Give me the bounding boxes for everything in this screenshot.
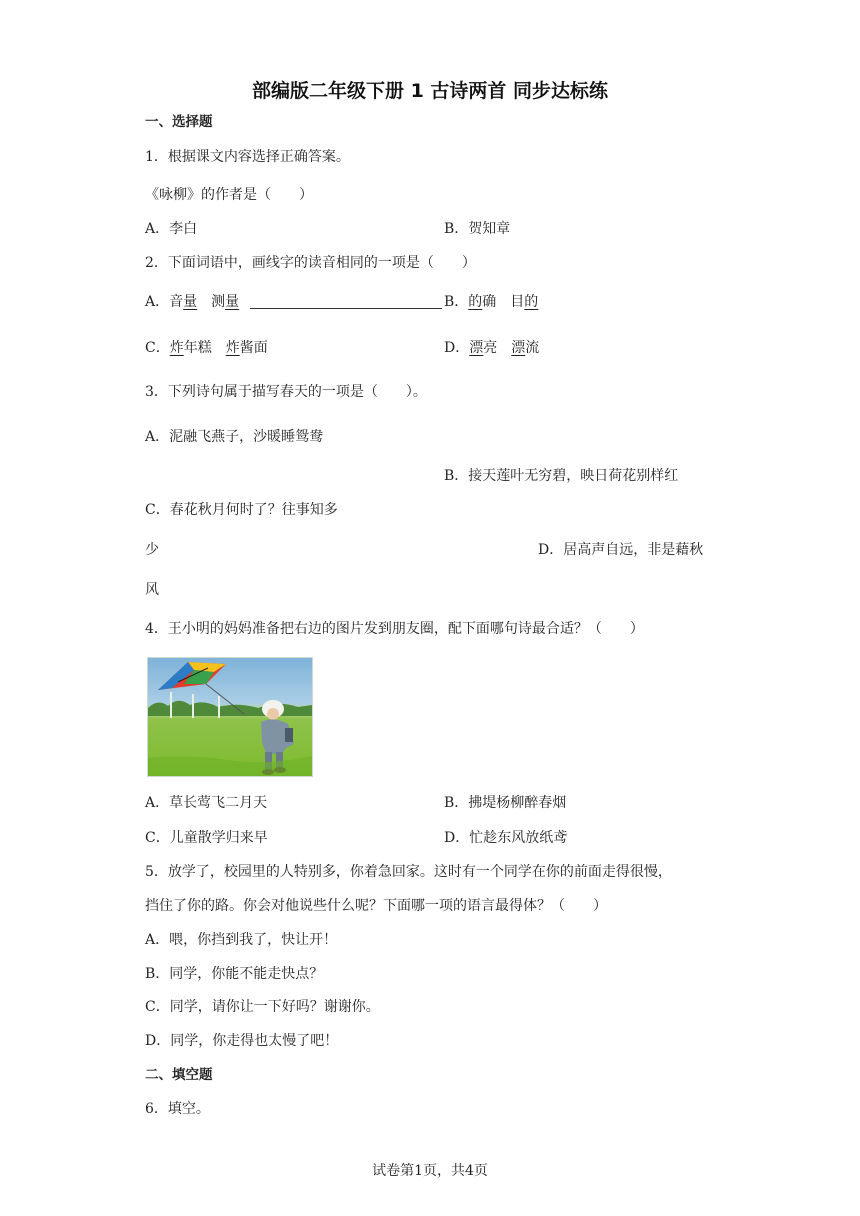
underlined-char: 的 (524, 294, 539, 310)
kite-photo-illustration (148, 658, 312, 776)
q5-stem-line2: 挡住了你的路。你会对他说些什么呢？下面哪一项的语言最得体？（ ） (145, 898, 607, 914)
underlined-char: 漂 (511, 340, 526, 356)
underlined-char: 炸 (225, 340, 240, 356)
underlined-char: 量 (225, 294, 240, 310)
q5-option-a[interactable]: A．喂，你挡到我了，快让开！ (145, 932, 338, 948)
page-footer: 试卷第1页，共4页 (372, 1163, 488, 1179)
underlined-char: 漂 (469, 340, 484, 356)
q6-stem: 6．填空。 (145, 1101, 210, 1117)
q5-option-c[interactable]: C．同学，请你让一下好吗？谢谢你。 (145, 999, 380, 1015)
section-fill: 二、填空题 (145, 1067, 213, 1083)
q3-option-c-line1[interactable]: C．春花秋月何时了？往事知多 (145, 502, 338, 518)
q1-option-b[interactable]: B．贺知章 (444, 221, 511, 237)
q3-stem: 3．下列诗句属于描写春天的一项是（ ）。 (145, 384, 427, 400)
q4-option-b[interactable]: B．拂堤杨柳醉春烟 (444, 795, 567, 811)
q2-option-b[interactable]: B．的确 目的 (444, 294, 539, 310)
q4-option-c[interactable]: C．儿童散学归来早 (145, 830, 268, 846)
q4-stem: 4．王小明的妈妈准备把右边的图片发到朋友圈，配下面哪句诗最合适？（ ） (145, 621, 644, 637)
blank-line (250, 308, 442, 309)
underlined-char: 炸 (169, 340, 184, 356)
q2-stem: 2．下面词语中，画线字的读音相同的一项是（ ） (145, 255, 476, 271)
q1-stem: 1．根据课文内容选择正确答案。 (145, 149, 350, 165)
q1-sub: 《咏柳》的作者是（ ） (145, 187, 313, 203)
kite-boy-photo (147, 657, 313, 777)
q2-option-d[interactable]: D．漂亮 漂流 (444, 340, 540, 356)
section-choice: 一、选择题 (145, 114, 213, 130)
underlined-char: 的 (468, 294, 483, 310)
q5-option-d[interactable]: D．同学，你走得也太慢了吧！ (145, 1033, 339, 1049)
page-title: 部编版二年级下册 1 古诗两首 同步达标练 (251, 80, 609, 102)
q3-option-b[interactable]: B．接天莲叶无穷碧，映日荷花别样红 (444, 468, 679, 484)
underlined-char: 量 (183, 294, 198, 310)
q5-stem-line1: 5．放学了，校园里的人特别多，你着急回家。这时有一个同学在你的前面走得很慢， (145, 864, 672, 880)
q2-option-c[interactable]: C．炸年糕 炸酱面 (145, 340, 268, 356)
q4-option-a[interactable]: A．草长莺飞二月天 (145, 795, 268, 811)
q3-option-d-line1[interactable]: D．居高声自远，非是藉秋 (538, 542, 704, 558)
q4-option-d[interactable]: D．忙趁东风放纸鸢 (444, 830, 568, 846)
q5-option-b[interactable]: B．同学，你能不能走快点？ (145, 966, 324, 982)
q3-option-c-line2[interactable]: 少 (145, 542, 159, 558)
q3-option-a[interactable]: A．泥融飞燕子，沙暖睡鸳鸯 (145, 429, 324, 445)
q1-option-a[interactable]: A．李白 (145, 221, 198, 237)
q3-option-d-line2[interactable]: 风 (145, 582, 159, 598)
q2-option-a[interactable]: A．音量 测量 (145, 294, 240, 310)
